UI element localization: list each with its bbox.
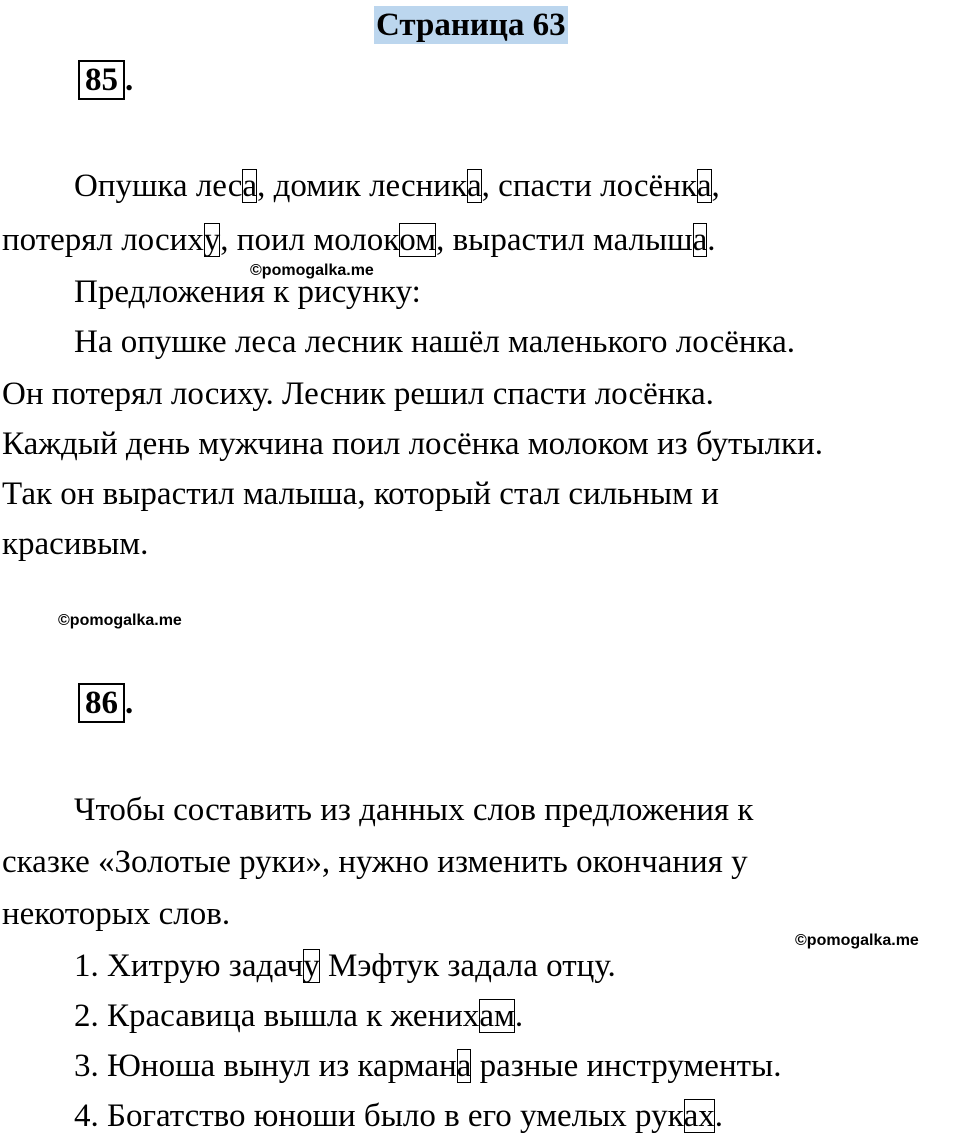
text: потерял лосих bbox=[2, 222, 204, 258]
ending-box: а bbox=[692, 222, 708, 258]
ex85-line-1 bbox=[74, 166, 720, 206]
exercise-number-box: 85 bbox=[78, 60, 125, 100]
ex86-intro-line: сказке «Золотые руки», нужно изменить окончания у bbox=[2, 844, 748, 880]
ex85-paragraph-line: Он потерял лосиху. Лесник решил спасти лосёнка. bbox=[2, 376, 714, 412]
text: Мэфтук задала отцу. bbox=[319, 948, 616, 984]
ex85-paragraph-line: Так он вырастил малыша, который стал сильным и bbox=[2, 476, 719, 512]
ending-box: у bbox=[303, 948, 320, 984]
number-dot: . bbox=[125, 62, 134, 98]
ending-box: а bbox=[696, 168, 712, 204]
ending-box: ам bbox=[479, 998, 515, 1034]
text: разные инструменты. bbox=[471, 1048, 782, 1084]
ex85-line-2 bbox=[2, 220, 715, 260]
ending-box: а bbox=[456, 1048, 472, 1084]
text: , домик лесник bbox=[257, 168, 468, 204]
page-title: Страница 63 bbox=[376, 7, 566, 43]
ending-box: у bbox=[203, 222, 221, 258]
ex86-item bbox=[74, 1046, 781, 1086]
text: 1. Хитрую задач bbox=[74, 948, 304, 984]
ending-box: а bbox=[242, 168, 258, 204]
text: 4. Богатство юноши было в его умелых рук bbox=[74, 1098, 684, 1134]
number-dot: . bbox=[125, 685, 134, 721]
text: , bbox=[711, 168, 720, 204]
text: , вырастил малыш bbox=[436, 222, 693, 258]
ex86-intro-line: некоторых слов. bbox=[2, 896, 231, 932]
exercise-number-box: 86 bbox=[78, 683, 125, 723]
ex85-paragraph-line: На опушке леса лесник нашёл маленького лосёнка. bbox=[74, 324, 795, 360]
text: . bbox=[514, 998, 524, 1034]
text: . bbox=[707, 222, 716, 258]
text: Опушка лес bbox=[74, 168, 243, 204]
ending-box: а bbox=[467, 168, 482, 204]
ending-box: ах bbox=[683, 1098, 715, 1134]
text: 3. Юноша вынул из карман bbox=[74, 1048, 457, 1084]
exercise-85-number bbox=[78, 60, 133, 100]
ex86-item bbox=[74, 996, 523, 1036]
ex85-paragraph-line: красивым. bbox=[2, 526, 149, 562]
text: . bbox=[714, 1098, 724, 1134]
watermark: ©pomogalka.me bbox=[795, 932, 919, 949]
text: , поил молок bbox=[220, 222, 400, 258]
ex86-item bbox=[74, 946, 616, 986]
ex86-intro-line: Чтобы составить из данных слов предложения к bbox=[74, 792, 754, 828]
ex85-caption: Предложения к рисунку: bbox=[74, 274, 421, 310]
ex85-paragraph-line: Каждый день мужчина поил лосёнка молоком из бутылки. bbox=[2, 426, 824, 462]
text: 2. Красавица вышла к жених bbox=[74, 998, 480, 1034]
ex86-item bbox=[74, 1096, 723, 1136]
text: , спасти лосёнк bbox=[481, 168, 697, 204]
exercise-86-number bbox=[78, 683, 133, 723]
watermark: ©pomogalka.me bbox=[58, 612, 182, 629]
watermark: ©pomogalka.me bbox=[250, 262, 374, 279]
ending-box: ом bbox=[399, 222, 437, 258]
